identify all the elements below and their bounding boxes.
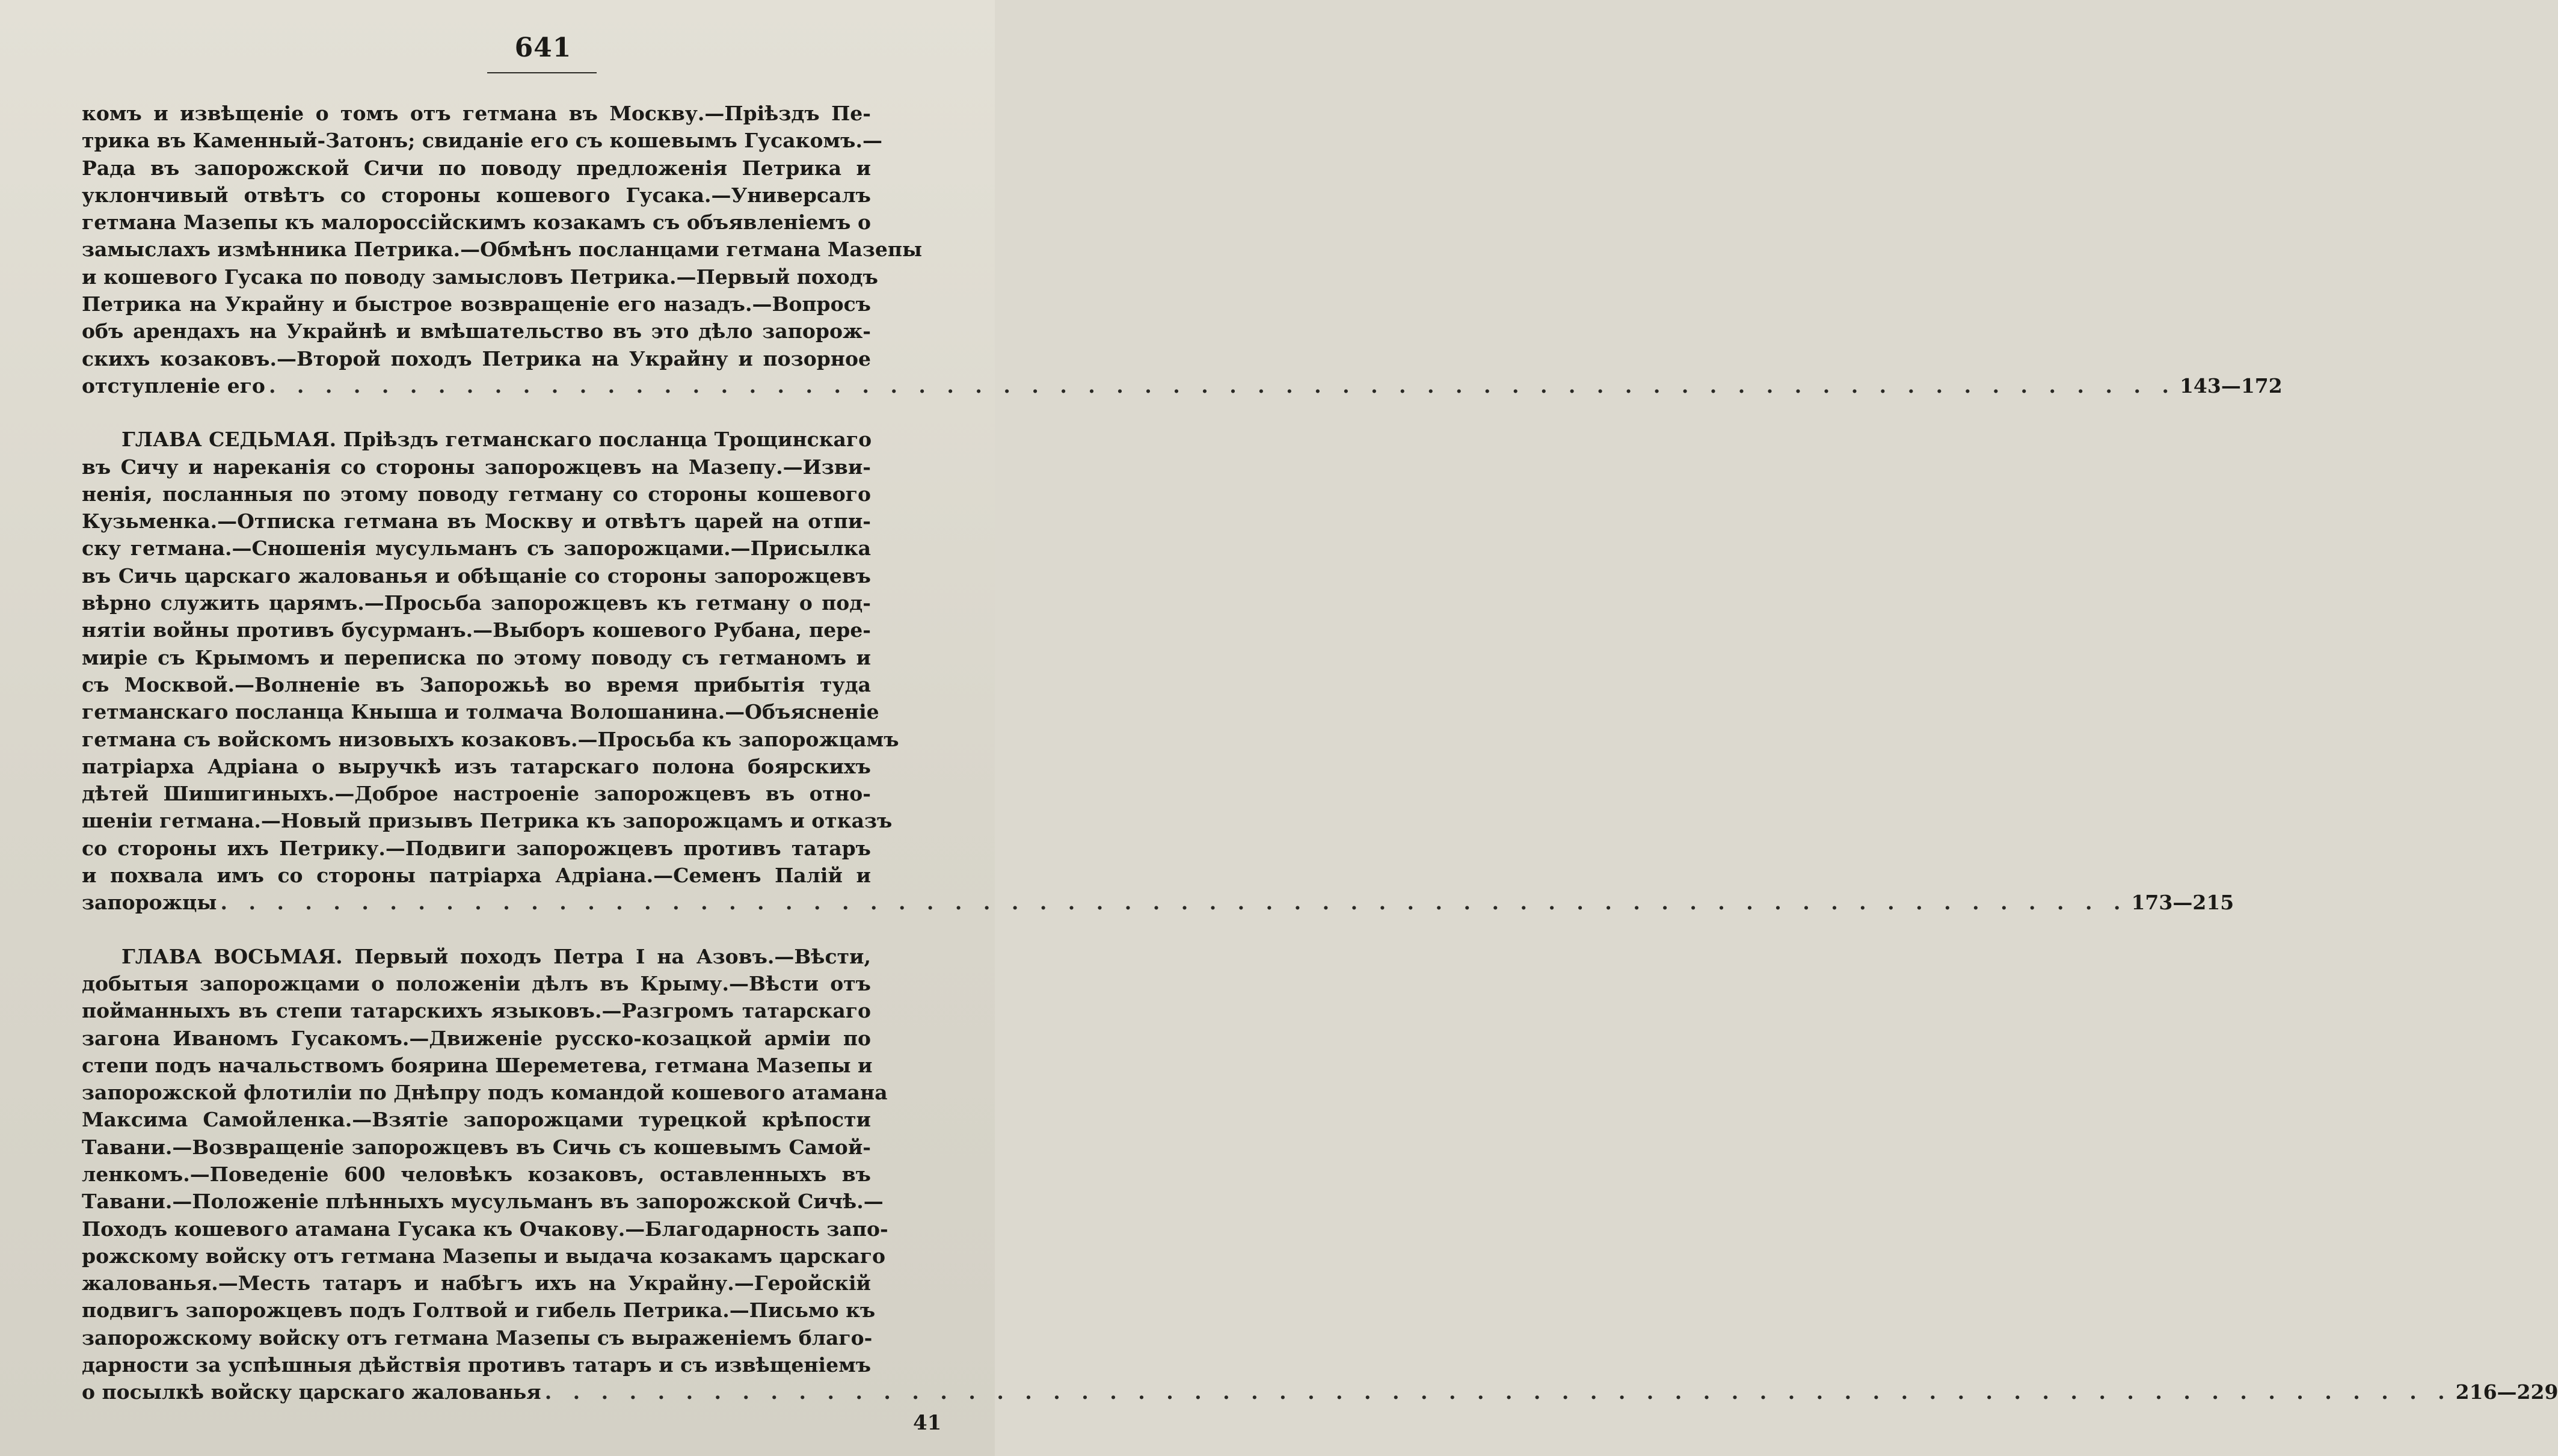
toc-line: гетмана Мазепы къ малороссійскимъ козакамъ съ объявленіемъ о xyxy=(82,210,871,235)
printer-signature: 41 xyxy=(913,1411,942,1435)
toc-line: съ Москвой.—Волненіе въ Запорожьѣ во время прибытія туда xyxy=(82,672,871,696)
toc-line: степи подъ начальствомъ боярина Шереметева, гетмана Мазепы и xyxy=(82,1053,873,1077)
toc-line: жалованья.—Месть татаръ и набѣгъ ихъ на Украйну.—Геройскій xyxy=(82,1271,871,1295)
toc-last-line xyxy=(82,889,2234,916)
toc-line: и кошевого Гусака по поводу замысловъ Петрика.—Первый походъ xyxy=(82,265,878,289)
toc-line: ненія, посланныя по этому поводу гетману со стороны кошевого xyxy=(82,482,871,506)
toc-line: Максима Самойленка.—Взятіе запорожцами турецкой крѣпости xyxy=(82,1108,871,1132)
toc-line: дарности за успѣшныя дѣйствія противъ татаръ и съ извѣщеніемъ xyxy=(82,1353,872,1377)
toc-last-line-text: запорожцы xyxy=(82,891,217,915)
toc-line: ску гетмана.—Сношенія мусульманъ съ запорожцами.—Присылка xyxy=(82,536,871,561)
toc-last-line xyxy=(82,1378,2558,1405)
toc-entry-chapter-8 xyxy=(82,943,2558,1406)
toc-line: добытыя запорожцами о положеніи дѣлъ въ Крыму.—Вѣсти отъ xyxy=(82,971,871,995)
toc-line: миріе съ Крымомъ и переписка по этому поводу съ гетманомъ и xyxy=(82,645,871,669)
toc-line: и похвала имъ со стороны патріарха Адріана.—Семенъ Палій и xyxy=(82,864,871,888)
toc-line: шеніи гетмана.—Новый призывъ Петрика къ запорожцамъ и отказъ xyxy=(82,809,893,833)
toc-line: ленкомъ.—Поведеніе 600 человѣкъ козаковъ, оставленныхъ въ xyxy=(82,1162,871,1186)
page-number: 641 xyxy=(514,32,572,63)
toc-line: Тавани.—Положеніе плѣнныхъ мусульманъ въ запорожской Сичѣ.— xyxy=(82,1190,884,1214)
dot-leader: . . . . . . . . . . . . . . . . . . . . . . . . . . . . . . . . . . . . . . . . . . . . . . . . . . . . . . . . . . . . . . . . . . . . xyxy=(544,1380,2452,1404)
toc-line: уклончивый отвѣтъ со стороны кошевого Гусака.—Универсалъ xyxy=(82,183,871,207)
toc-line: Походъ кошевого атамана Гусака къ Очакову.—Благодарность запо- xyxy=(82,1217,888,1241)
page-range: 173—215 xyxy=(2131,891,2234,915)
toc-last-line-text: отступленіе его xyxy=(82,373,265,398)
toc-line: запорожской флотиліи по Днѣпру подъ командой кошевого атамана xyxy=(82,1081,888,1105)
toc-line: Рада въ запорожской Сичи по поводу предложенія Петрика и xyxy=(82,156,871,180)
page-number-rule xyxy=(487,72,597,73)
page-range: 216—229 xyxy=(2455,1380,2558,1404)
toc-entry-chapter-6-end xyxy=(82,100,2283,399)
toc-line: въ Сичу и нареканія со стороны запорожцевъ на Мазепу.—Изви- xyxy=(82,455,871,479)
toc-line: подвигъ запорожцевъ подъ Голтвой и гибель Петрика.—Письмо къ xyxy=(82,1298,876,1322)
toc-line: пойманныхъ въ степи татарскихъ языковъ.—Разгромъ татарскаго xyxy=(82,999,871,1023)
toc-line: трика въ Каменный-Затонъ; свиданіе его съ кошевымъ Гусакомъ.— xyxy=(82,129,882,153)
toc-line: вѣрно служить царямъ.—Просьба запорожцевъ къ гетману о под- xyxy=(82,591,871,615)
toc-line: запорожскому войску отъ гетмана Мазепы съ выраженіемъ благо- xyxy=(82,1325,873,1350)
toc-last-line-text: о посылкѣ войску царскаго жалованья xyxy=(82,1380,541,1404)
toc-line: нятіи войны противъ бусурманъ.—Выборъ кошевого Рубана, пере- xyxy=(82,618,871,642)
table-of-contents xyxy=(82,100,2558,1406)
toc-line: Петрика на Украйну и быстрое возвращеніе его назадъ.—Вопросъ xyxy=(82,292,871,316)
toc-line: Тавани.—Возвращеніе запорожцевъ въ Сичь съ кошевымъ Самой- xyxy=(82,1135,871,1159)
toc-line: гетмана съ войскомъ низовыхъ козаковъ.—Просьба къ запорожцамъ xyxy=(82,727,899,751)
toc-line: загона Иваномъ Гусакомъ.—Движеніе русско-козацкой арміи по xyxy=(82,1026,871,1050)
toc-line: скихъ козаковъ.—Второй походъ Петрика на Украйну и позорное xyxy=(82,346,871,370)
toc-last-line xyxy=(82,372,2283,399)
chapter-heading-line: ГЛАВА ВОСЬМАЯ. Первый походъ Петра I на Азовъ.—Вѣсти, xyxy=(121,944,871,968)
toc-line: Кузьменка.—Отписка гетмана въ Москву и отвѣтъ царей на отпи- xyxy=(82,509,871,533)
toc-line: патріарха Адріана о выручкѣ изъ татарскаго полона боярскихъ xyxy=(82,754,871,778)
toc-line: объ арендахъ на Украйнѣ и вмѣшательство въ это дѣло запорож- xyxy=(82,319,871,343)
toc-line: рожскому войску отъ гетмана Мазепы и выдача козакамъ царскаго xyxy=(82,1244,885,1268)
toc-entry-chapter-7 xyxy=(82,426,2234,916)
chapter-heading-line: ГЛАВА СЕДЬМАЯ. Пріѣздъ гетманскаго посланца Трощинскаго xyxy=(121,428,872,452)
toc-line: со стороны ихъ Петрику.—Подвиги запорожцевъ противъ татаръ xyxy=(82,836,871,860)
page-range: 143—172 xyxy=(2179,373,2283,398)
toc-line: дѣтей Шишигиныхъ.—Доброе настроеніе запорожцевъ въ отно- xyxy=(82,782,871,806)
toc-line: замыслахъ измѣнника Петрика.—Обмѣнъ посланцами гетмана Мазепы xyxy=(82,238,923,262)
toc-line: въ Сичь царскаго жалованья и обѣщаніе со стороны запорожцевъ xyxy=(82,564,871,588)
toc-line: комъ и извѣщеніе о томъ отъ гетмана въ Москву.—Пріѣздъ Пе- xyxy=(82,102,871,125)
dot-leader: . . . . . . . . . . . . . . . . . . . . . . . . . . . . . . . . . . . . . . . . . . . . . . . . . . . . . . . . . . . . . . . . . . . . xyxy=(268,373,2176,398)
toc-line: гетманскаго посланца Кныша и толмача Волошанина.—Объясненіе xyxy=(82,700,879,724)
dot-leader: . . . . . . . . . . . . . . . . . . . . . . . . . . . . . . . . . . . . . . . . . . . . . . . . . . . . . . . . . . . . . . . . . . . . xyxy=(220,891,2128,915)
